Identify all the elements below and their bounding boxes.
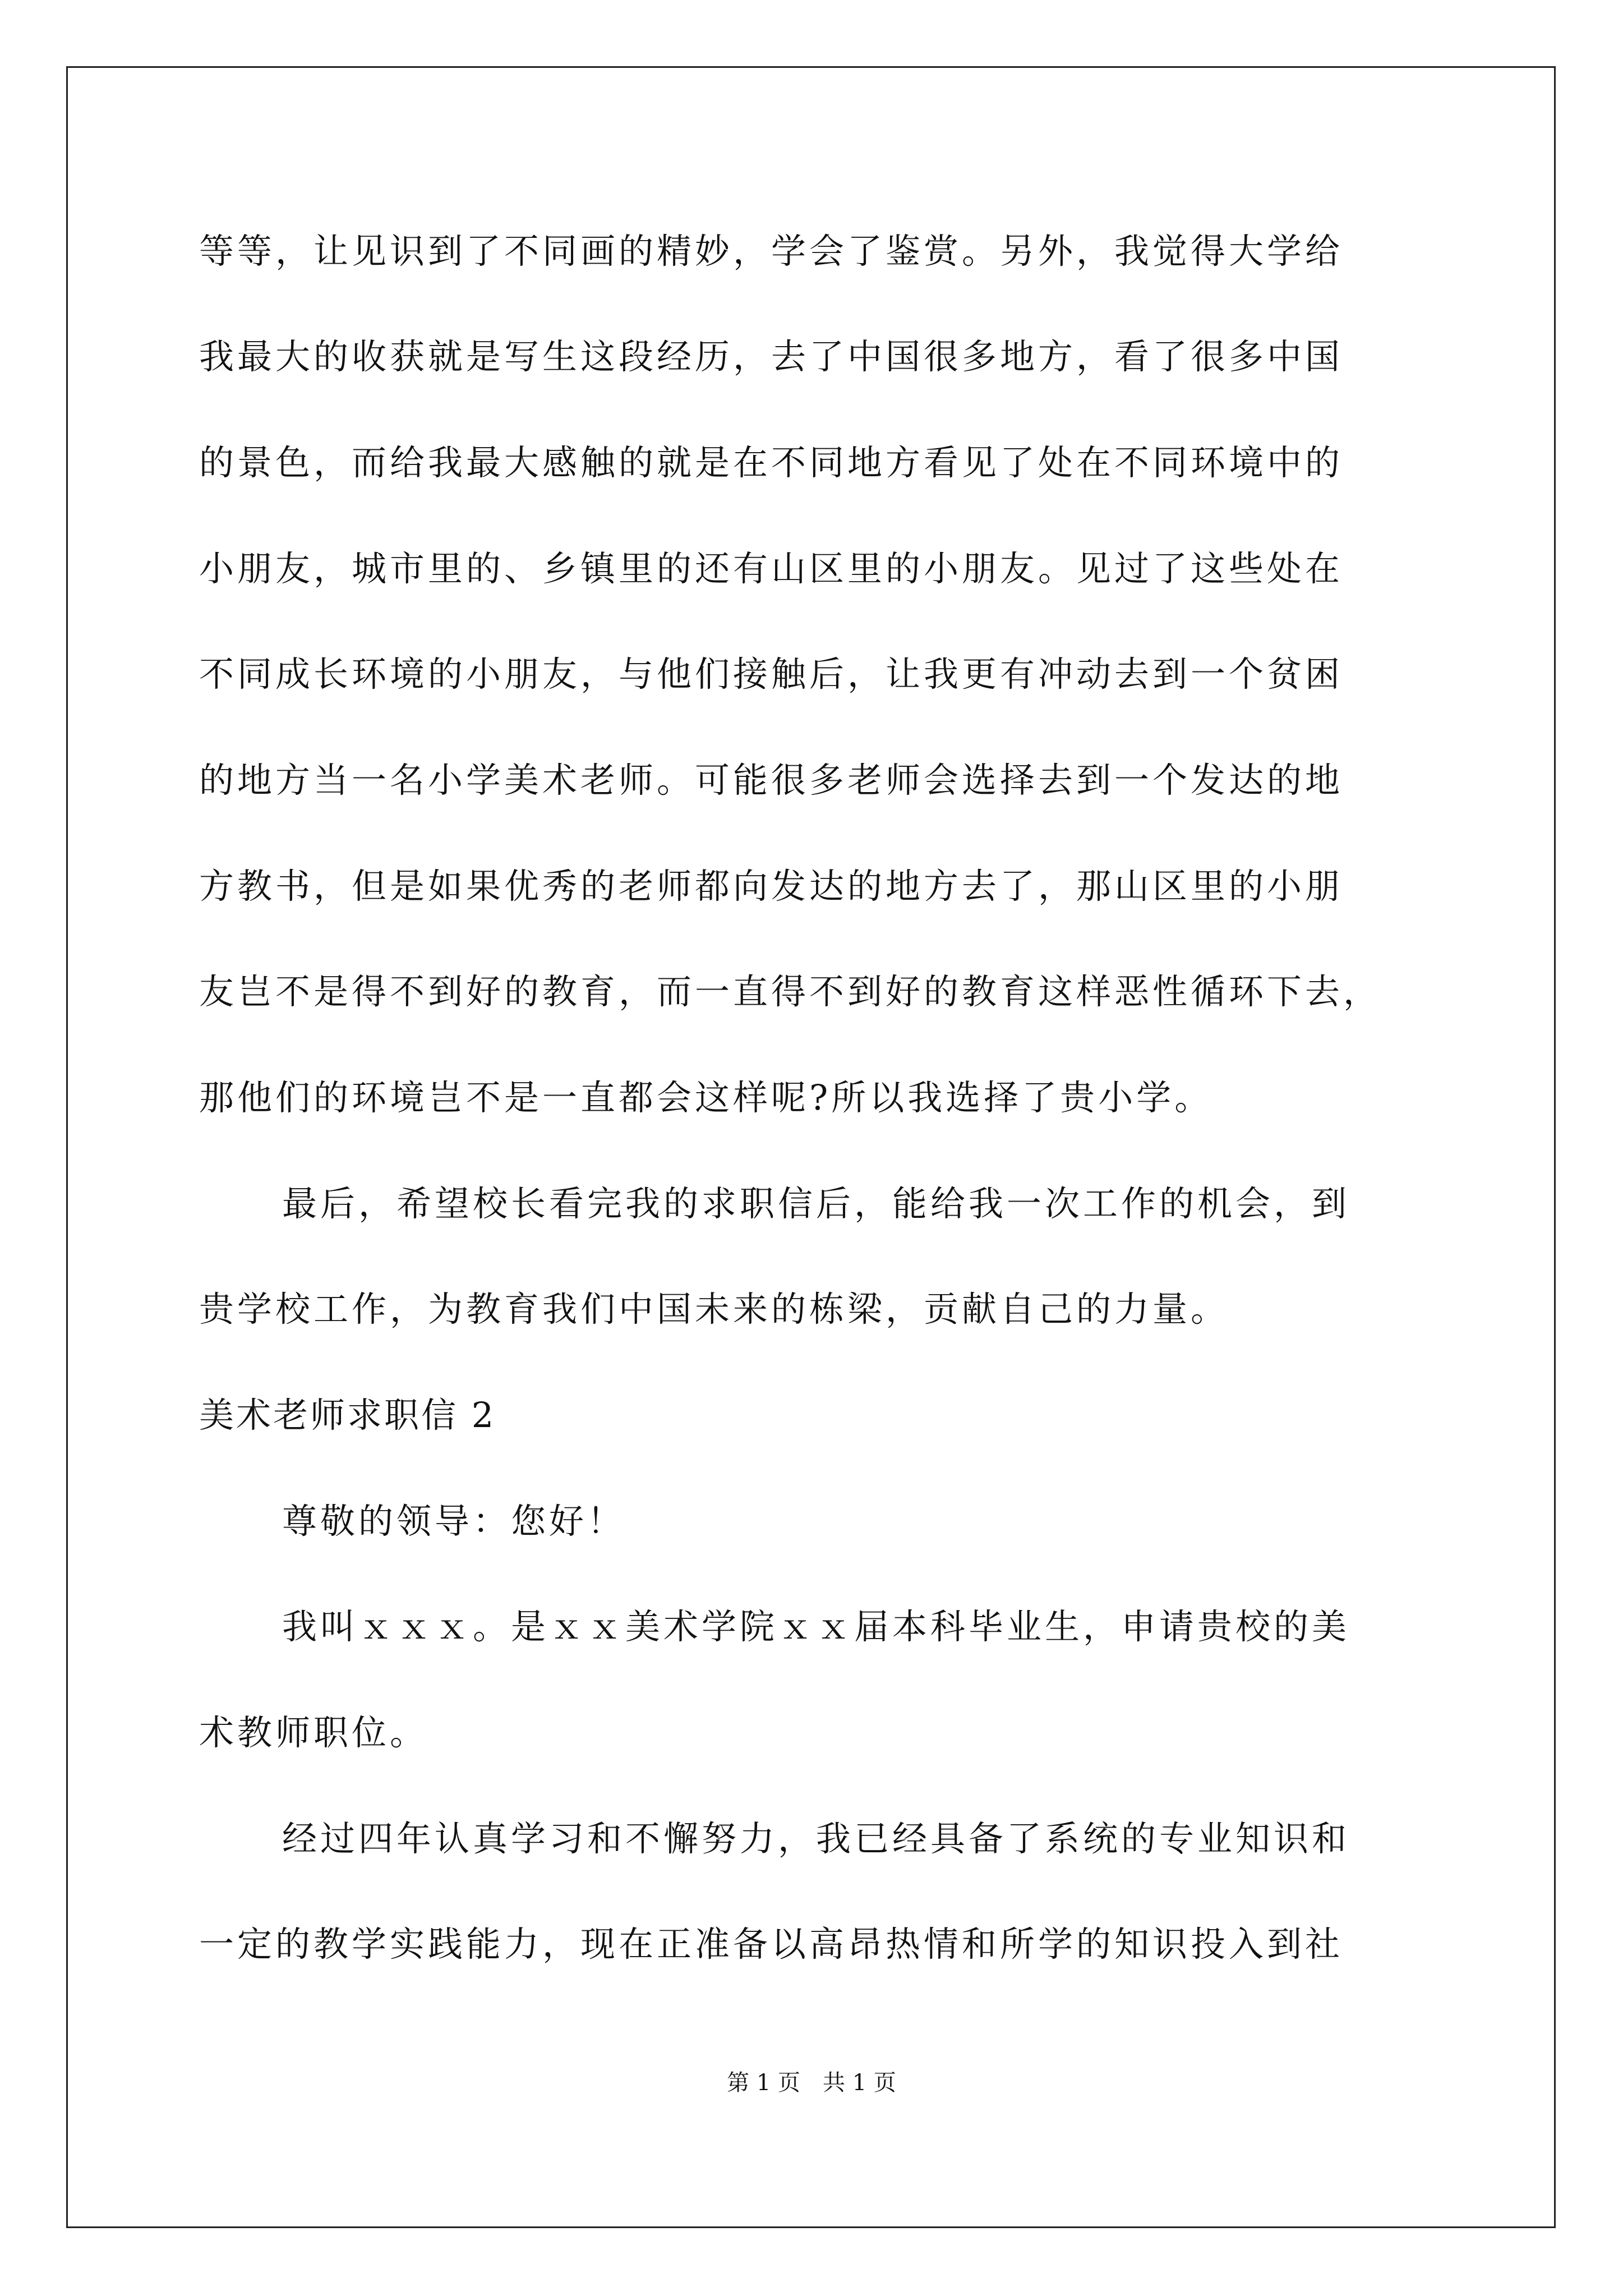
body-text-line: 我最大的收获就是写生这段经历，去了中国很多地方，看了很多中国 [199,336,1344,377]
body-text-line: 术教师职位。 [199,1712,428,1753]
body-text-line: 不同成长环境的小朋友，与他们接触后，让我更有冲动去到一个贫困 [199,654,1344,694]
body-text-line: 小朋友，城市里的、乡镇里的还有山区里的小朋友。见过了这些处在 [199,548,1344,589]
body-text-line: 友岂不是得不到好的教育，而一直得不到好的教育这样恶性循环下去， [199,971,1382,1012]
body-text-line: 等等，让见识到了不同画的精妙，学会了鉴赏。另外，我觉得大学给 [199,231,1344,272]
page-border [66,66,1556,2228]
body-text-line: 方教书，但是如果优秀的老师都向发达的地方去了，那山区里的小朋 [199,866,1344,907]
body-text-line: 一定的教学实践能力，现在正准备以高昂热情和所学的知识投入到社 [199,1924,1344,1964]
body-text-line: 的地方当一名小学美术老师。可能很多老师会选择去到一个发达的地 [199,760,1344,800]
section-heading: 美术老师求职信 2 [199,1395,496,1435]
body-text-line: 的景色，而给我最大感触的就是在不同地方看见了处在不同环境中的 [199,442,1344,483]
page-footer: 第 1 页 共 1 页 [727,2070,896,2096]
salutation: 尊敬的领导：您好！ [282,1501,626,1542]
body-text-line: 我叫ｘｘｘ。是ｘｘ美术学院ｘｘ届本科毕业生，申请贵校的美 [282,1606,1350,1647]
body-text-line: 经过四年认真学习和不懈努力，我已经具备了系统的专业知识和 [282,1818,1350,1859]
body-text-line: 那他们的环境岂不是一直都会这样呢?所以我选择了贵小学。 [199,1077,1213,1118]
body-text-line: 最后，希望校长看完我的求职信后，能给我一次工作的机会，到 [282,1183,1350,1224]
body-text-line: 贵学校工作，为教育我们中国未来的栋梁，贡献自己的力量。 [199,1289,1229,1329]
